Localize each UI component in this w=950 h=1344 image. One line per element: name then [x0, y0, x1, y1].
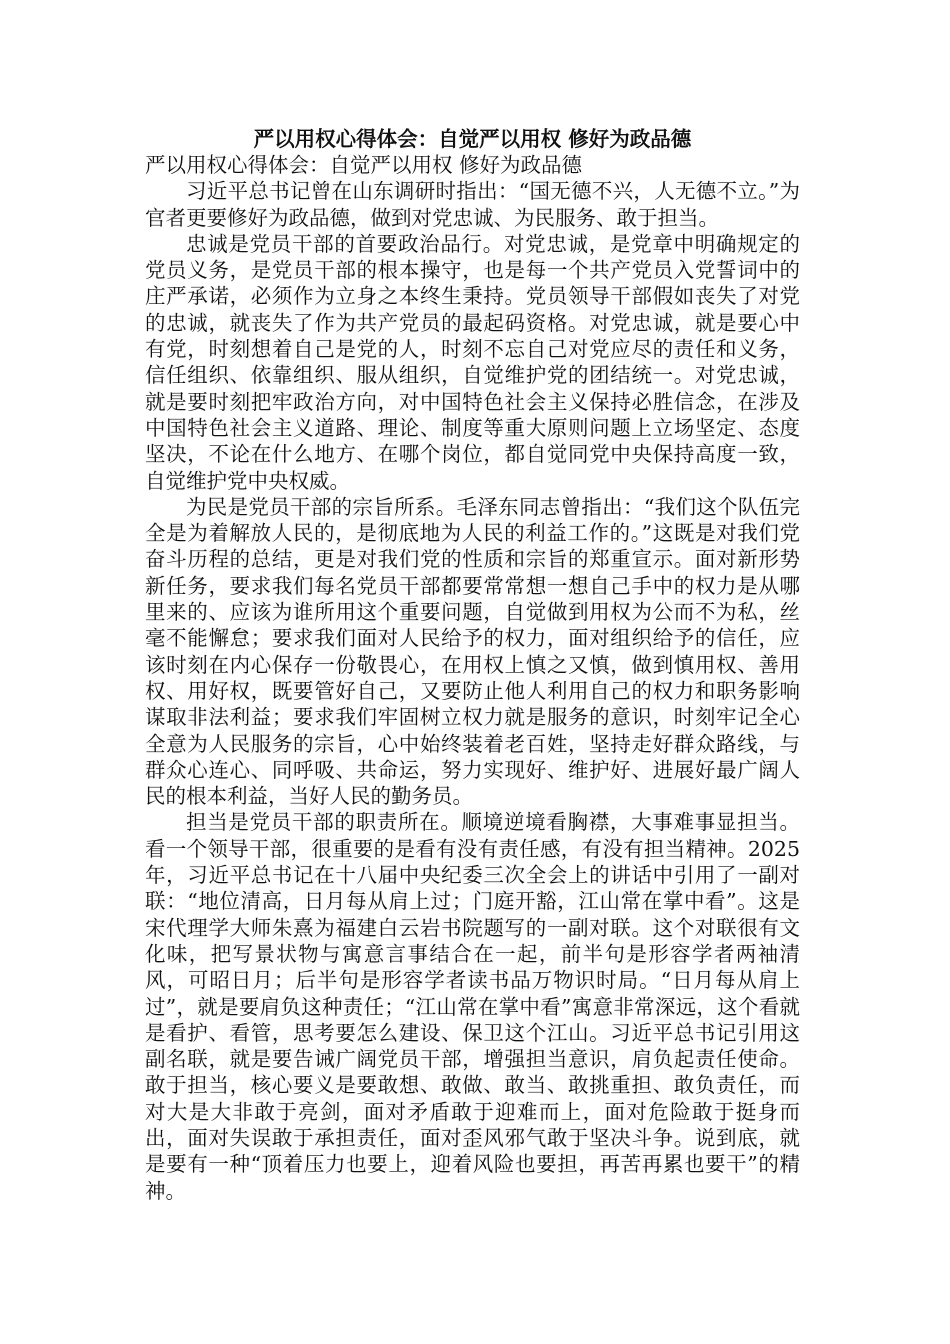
paragraph-loyalty: 忠诚是党员干部的首要政治品行。对党忠诚，是党章中明确规定的党员义务，是党员干部的根本操守，也是每一个共产党员入党誓词中的庄严承诺，必须作为立身之本终生秉持。党员领导干部假如丧失了对党的忠诚，就丧失了作为共产党员的最起码资格。对党忠诚，就是要心中有党，时刻想着自己是党的人，时刻不忘自己对党应尽的责任和义务，信任组织、依靠组织、服从组织，自觉维护党的团结统一。对党忠诚，就是要时刻把牢政治方向，对中国特色社会主义保持必胜信念，在涉及中国特色社会主义道路、理论、制度等重大原则问题上立场坚定、态度坚决，不论在什么地方、在哪个岗位，都自觉同党中央保持高度一致，自觉维护党中央权威。	[145, 231, 800, 493]
paragraph-serve-people: 为民是党员干部的宗旨所系。毛泽东同志曾指出：“我们这个队伍完全是为着解放人民的，是彻底地为人民的利益工作的。”这既是对我们党奋斗历程的总结，更是对我们党的性质和宗旨的郑重宣示。面对新形势新任务，要求我们每名党员干部都要常常想一想自己手中的权力是从哪里来的、应该为谁所用这个重要问题，自觉做到用权为公而不为私，丝毫不能懈怠；要求我们面对人民给予的权力，面对组织给予的信任，应该时刻在内心保存一份敬畏心，在用权上慎之又慎，做到慎用权、善用权、用好权，既要管好自己，又要防止他人利用自己的权力和职务影响谋取非法利益；要求我们牢固树立权力就是服务的意识，时刻牢记全心全意为人民服务的宗旨，心中始终装着老百姓，坚持走好群众路线，与群众心连心、同呼吸、共命运，努力实现好、维护好、进展好最广阔人民的根本利益，当好人民的勤务员。	[145, 494, 800, 809]
document-subtitle: 严以用权心得体会：自觉严以用权 修好为政品德	[145, 153, 583, 177]
paragraph-responsibility: 担当是党员干部的职责所在。顺境逆境看胸襟，大事难事显担当。看一个领导干部，很重要的是看有没有责任感，有没有担当精神。2025年，习近平总书记在十八届中央纪委三次全会上的讲话中引用了一副对联：“地位清高，日月每从肩上过；门庭开豁，江山常在掌中看”。这是宋代理学大师朱熹为福建白云岩书院题写的一副对联。这个对联很有文化味，把写景状物与寓意言事结合在一起，前半句是形容学者两袖清风，可昭日月；后半句是形容学者读书品万物识时局。“日月每从肩上过”，就是要肩负这种责任；“江山常在掌中看”寓意非常深远，这个看就是看护、看管，思考要怎么建设、保卫这个江山。习近平总书记引用这副名联，就是要告诫广阔党员干部，增强担当意识，肩负起责任使命。敢于担当，核心要义是要敢想、敢做、敢当、敢挑重担、敢负责任，而对大是大非敢于亮剑，面对矛盾敢于迎难而上，面对危险敢于挺身而出，面对失误敢于承担责任，面对歪风邪气敢于坚决斗争。说到底，就是要有一种“顶着压力也要上，迎着风险也要担，再苦再累也要干”的精神。	[145, 810, 800, 1203]
paragraph-intro: 习近平总书记曾在山东调研时指出：“国无德不兴，人无德不立。”为官者更要修好为政品德，做到对党忠诚、为民服务、敢于担当。	[145, 179, 800, 230]
document-page	[145, 118, 800, 1204]
document-title: 严以用权心得体会：自觉严以用权 修好为政品德	[253, 127, 692, 151]
